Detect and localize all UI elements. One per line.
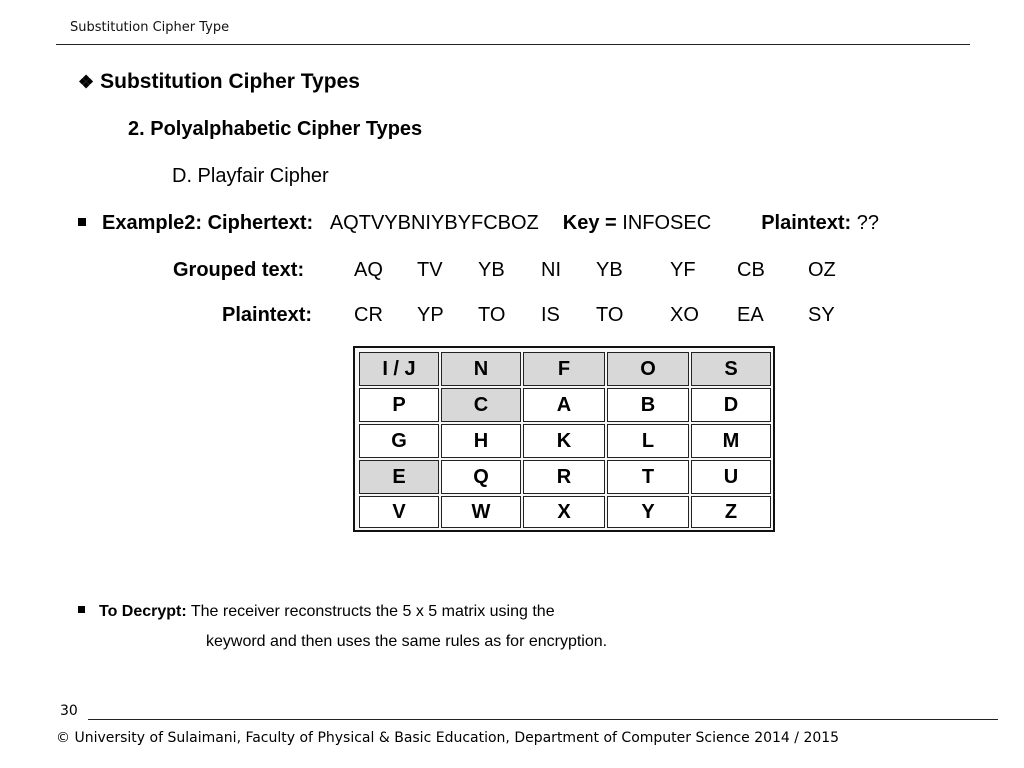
plaintext-label: Plaintext: [222,304,313,326]
heading-polyalphabetic: 2. Polyalphabetic Cipher Types [128,118,423,140]
plaintext-pair: TO [596,304,624,326]
plaintext-unknown-label: Plaintext: [761,212,852,234]
matrix-cell: H [441,424,521,458]
matrix-cell: Y [607,496,689,528]
matrix-cell: I / J [359,352,439,386]
grouped-pair: OZ [808,259,836,281]
grouped-pair: YB [596,259,623,281]
matrix-cell: P [359,388,439,422]
key-value: INFOSEC [622,212,712,234]
plaintext-pair: IS [541,304,560,326]
footer-divider [88,719,998,720]
diamond-bullet-icon: ❖ [78,72,95,92]
grouped-pair: TV [417,259,443,281]
matrix-cell: G [359,424,439,458]
matrix-cell: Q [441,460,521,494]
plaintext-pair: SY [808,304,835,326]
decrypt-text-2: keyword and then uses the same rules as for encryption. [206,633,608,650]
heading-substitution-types [78,70,360,94]
matrix-cell: S [691,352,771,386]
matrix-cell: O [607,352,689,386]
plaintext-pair: YP [417,304,444,326]
matrix-cell: F [523,352,605,386]
matrix-cell: V [359,496,439,528]
square-bullet-icon [78,606,85,613]
plaintext-pair: EA [737,304,764,326]
playfair-matrix [353,346,775,532]
header-title: Substitution Cipher Type [70,20,230,35]
matrix-cell: U [691,460,771,494]
heading-text: Substitution Cipher Types [100,70,360,93]
grouped-pair: NI [541,259,561,281]
matrix-cell: T [607,460,689,494]
matrix-cell: W [441,496,521,528]
grouped-text-label: Grouped text: [173,259,305,281]
matrix-cell: Z [691,496,771,528]
example-label: Example2: Ciphertext: [102,212,314,234]
square-bullet-icon [78,218,86,226]
grouped-pair: AQ [354,259,383,281]
matrix-cell: L [607,424,689,458]
matrix-cell: C [441,388,521,422]
page-number: 30 [60,703,78,719]
grouped-pair: YF [670,259,696,281]
example-line [78,212,879,235]
matrix-cell: B [607,388,689,422]
matrix-cell: N [441,352,521,386]
footer-text: © University of Sulaimani, Faculty of Physical & Basic Education, Department of Computer Science 2014 / 2015 [56,730,840,746]
decrypt-label: To Decrypt: [99,603,187,620]
matrix-cell: A [523,388,605,422]
grouped-pair: CB [737,259,765,281]
key-label: Key = [562,212,617,234]
matrix-cell: D [691,388,771,422]
ciphertext-value: AQTVYBNIYBYFCBOZ [329,212,539,234]
matrix-cell: R [523,460,605,494]
plaintext-pair: TO [478,304,506,326]
plaintext-pair: XO [670,304,699,326]
heading-playfair: D. Playfair Cipher [172,165,329,187]
plaintext-pair: CR [354,304,383,326]
matrix-cell: K [523,424,605,458]
matrix-cell: X [523,496,605,528]
matrix-cell: E [359,460,439,494]
matrix-cell: M [691,424,771,458]
grouped-pair: YB [478,259,505,281]
decrypt-text-1: The receiver reconstructs the 5 x 5 matrix using the [190,603,555,620]
header-divider [56,44,970,45]
decrypt-line [78,603,555,621]
plaintext-unknown-value: ?? [856,212,880,234]
